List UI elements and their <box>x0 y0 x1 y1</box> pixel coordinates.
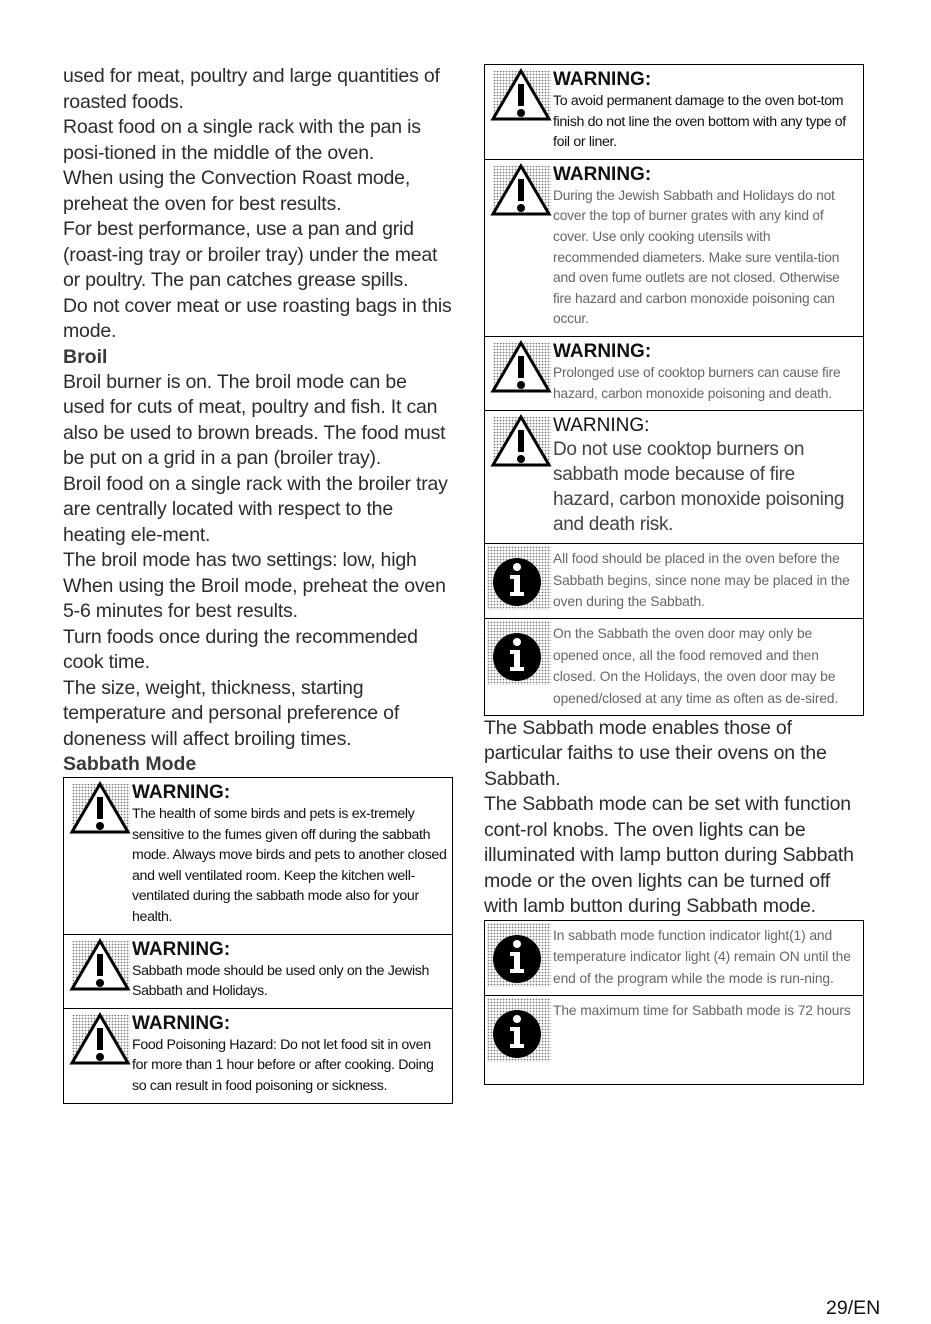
broil-paragraph-2: Broil food on a single rack with the broiler tray are centrally located with respect to the heating ele-ment. <box>63 472 448 546</box>
sabbath-mode-heading: Sabbath Mode <box>63 753 197 775</box>
warning-text: Sabbath mode should be used only on the Jewish Sabbath and Holidays. <box>132 962 430 1000</box>
right-info-group <box>484 920 864 1085</box>
intro-paragraph-1: used for meat, poultry and large quantities of roasted foods. <box>63 65 440 113</box>
intro-paragraph-4: For best performance, use a pan and grid (roast-ing tray or broiler tray) under the meat or poultry. The pan catches grease spills. <box>63 218 438 291</box>
broil-heading: Broil <box>63 345 108 368</box>
info-text: On the Sabbath the oven door may only be opened once, all the food removed and then closed. On the Holidays, the oven door may be opened/closed at any time as often as de-sired. <box>553 626 839 706</box>
info-text: The maximum time for Sabbath mode is 72 hours <box>553 1003 851 1019</box>
warning-box <box>64 778 452 935</box>
info-text: All food should be placed in the oven before the Sabbath begins, since none may be placed in the oven during the Sabbath. <box>553 551 850 609</box>
broil-paragraph-1: Broil burner is on. The broil mode can be used for cuts of meat, poultry and fish. It can also be used to brown breads. The food must be put on a grid in a pan (broiler tray). <box>63 370 446 469</box>
warning-box <box>485 411 863 544</box>
intro-paragraph-3: When using the Convection Roast mode, preheat the oven for best results. <box>63 167 411 215</box>
warning-box <box>64 935 452 1009</box>
info-icon <box>485 619 553 715</box>
warning-title: WARNING: <box>553 340 652 362</box>
left-warning-group <box>63 777 453 1104</box>
warning-box <box>485 65 863 160</box>
warning-title: WARNING: <box>553 163 652 185</box>
warning-triangle-icon <box>485 160 553 336</box>
warning-box <box>485 337 863 411</box>
warning-text: Prolonged use of cooktop burners can cause fire hazard, carbon monoxide poisoning and death. <box>553 364 841 401</box>
left-column <box>63 64 453 1104</box>
warning-text: Do not use cooktop burners on sabbath mode because of fire hazard, carbon monoxide poisoning and death risk. <box>553 439 845 536</box>
warning-triangle-icon <box>485 65 553 159</box>
info-box <box>485 544 863 619</box>
info-icon <box>485 921 553 995</box>
warning-text: Food Poisoning Hazard: Do not let food sit in oven for more than 1 hour before or after cooking. Doing so can result in food poisoning or sickness. <box>132 1036 434 1094</box>
warning-title: WARNING: <box>132 1012 231 1034</box>
warning-triangle-icon <box>64 1009 132 1103</box>
intro-paragraph-5: Do not cover meat or use roasting bags in this mode. <box>63 294 452 342</box>
warning-text: During the Jewish Sabbath and Holidays do not cover the top of burner grates with any kind of cover. Use only cooking utensils with recommended diameters. Make sure ventila-tion and oven fume outlets are not closed. Otherwise fire hazard and carbon monoxide poisoning can occur. <box>553 187 840 327</box>
info-box <box>485 996 863 1084</box>
warning-triangle-icon <box>64 935 132 1008</box>
warning-title: WARNING: <box>132 782 231 803</box>
intro-paragraph-2: Roast food on a single rack with the pan is posi-tioned in the middle of the oven. <box>63 116 421 164</box>
broil-paragraph-6: The size, weight, thickness, starting temperature and personal preference of doneness will affect broiling times. <box>63 676 400 750</box>
warning-text: To avoid permanent damage to the oven bot-tom finish do not line the oven bottom with any type of foil or liner. <box>553 93 846 151</box>
warning-title: WARNING: <box>553 415 650 437</box>
right-column <box>484 64 864 1085</box>
right-warning-group <box>484 64 864 716</box>
warning-title: WARNING: <box>132 938 231 960</box>
warning-box <box>64 1009 452 1103</box>
warning-title: WARNING: <box>553 69 652 90</box>
broil-paragraph-3: The broil mode has two settings: low, high <box>63 549 417 571</box>
sabbath-paragraph-1: The Sabbath mode enables those of particular faiths to use their ovens on the Sabbath. <box>484 716 827 790</box>
broil-paragraph-4: When using the Broil mode, preheat the oven 5-6 minutes for best results. <box>63 574 446 622</box>
warning-triangle-icon <box>64 778 132 934</box>
info-box <box>485 619 863 715</box>
info-icon <box>485 544 553 618</box>
sabbath-paragraph-2: The Sabbath mode can be set with function cont-rol knobs. The oven lights can be illuminated with lamp button during Sabbath mode or the oven lights can be turned off with lamb button during Sabbath mode. <box>484 793 854 918</box>
warning-box <box>485 160 863 337</box>
warning-text: The health of some birds and pets is ex-tremely sensitive to the fumes given off during the sabbath mode. Always move birds and pets to another closed and well ventilated room. Keep the kitchen well-ventilated during the sabbath mode also for your health. <box>132 806 447 925</box>
info-text: In sabbath mode function indicator light(1) and temperature indicator light (4) remain ON until the end of the program while the mode is run-ning. <box>553 927 851 986</box>
warning-triangle-icon <box>485 411 553 543</box>
info-icon <box>485 996 553 1084</box>
page-number: 29/EN <box>826 1297 881 1319</box>
warning-triangle-icon <box>485 337 553 410</box>
broil-paragraph-5: Turn foods once during the recommended cook time. <box>63 625 418 673</box>
info-box <box>485 921 863 996</box>
